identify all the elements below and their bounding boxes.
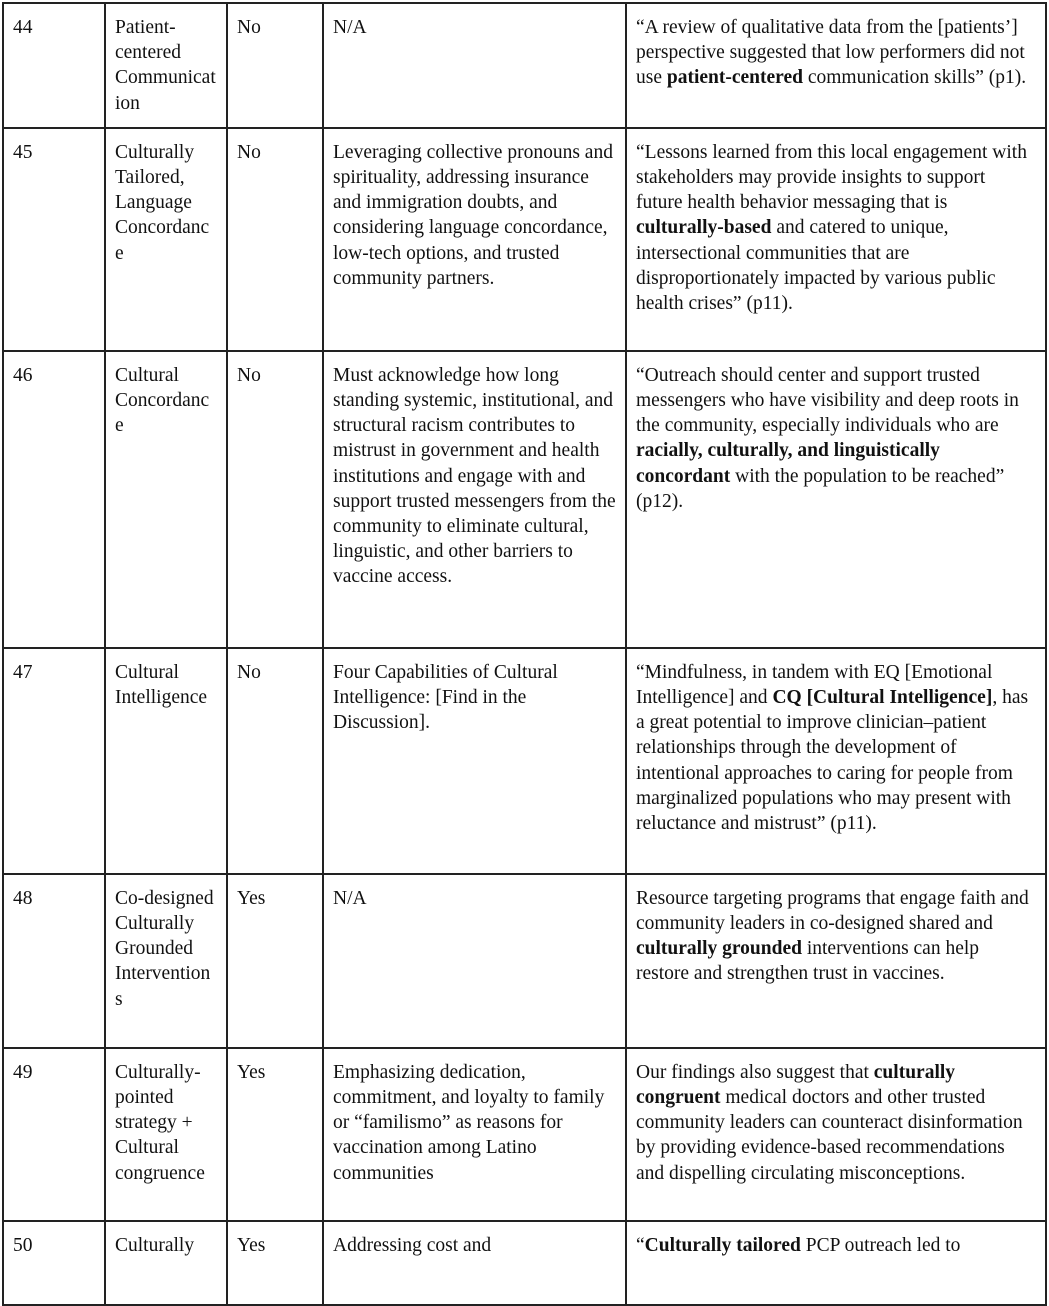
term-cell: Culturally-pointed strategy + Cultural congruence [105,1048,227,1221]
quote-text: Our findings also suggest that [636,1061,874,1083]
row-number: 47 [3,648,105,874]
table-row [3,1221,1046,1305]
description-cell: Addressing cost and [323,1221,626,1305]
yes-no-cell: No [227,351,323,648]
table-row [3,1048,1046,1221]
quote-text: medical doctors and other trusted community leaders can counteract disinformation by providing evidence-based recommendations and dispelling circulating misconceptions. [636,1087,1023,1184]
quote-text: with the population to be reached” (p12). [636,465,1005,512]
yes-no-cell: Yes [227,874,323,1048]
quote-text: “Mindfulness, in tandem with EQ [Emotional Intelligence] and [636,661,993,709]
yes-no-cell: Yes [227,1048,323,1221]
table-row [3,3,1046,128]
term-cell: Co-designed Culturally Grounded Interventions [105,874,227,1048]
row-number: 44 [3,3,105,128]
quote-highlight: Culturally tailored [644,1234,801,1256]
quote-highlight: CQ [Cultural Intelligence] [772,687,993,709]
quote-text: PCP outreach led to [800,1234,961,1256]
quote-highlight: culturally grounded [636,938,802,960]
table-row [3,874,1046,1048]
row-number: 50 [3,1221,105,1305]
quote-cell [626,1048,1046,1221]
quote-text: communication skills” (p1). [802,67,1027,89]
yes-no-cell: Yes [227,1221,323,1305]
table-row [3,648,1046,874]
quote-cell [626,648,1046,874]
strategy-table [2,2,1047,1306]
row-number: 49 [3,1048,105,1221]
term-cell: Cultural Concordance [105,351,227,648]
table-row [3,128,1046,351]
description-cell: Leveraging collective pronouns and spirituality, addressing insurance and immigration doubts, and considering language concordance, low-tech options, and trusted community partners. [323,128,626,351]
yes-no-cell: No [227,648,323,874]
description-cell: N/A [323,3,626,128]
quote-highlight: culturally congruent [636,1061,956,1109]
quote-text: , has a great potential to improve clinician–patient relationships through the development of intentional approaches to caring for people from marginalized populations who may present with reluctance and mistrust” (p11). [636,687,1029,835]
term-cell: Culturally [105,1221,227,1305]
quote-cell [626,128,1046,351]
quote-text: interventions can help restore and strengthen trust in vaccines. [636,938,980,985]
description-cell: N/A [323,874,626,1048]
term-cell: Cultural Intelligence [105,648,227,874]
quote-text: Resource targeting programs that engage faith and community leaders in co-designed shared and [636,887,1029,935]
quote-cell [626,3,1046,128]
row-number: 45 [3,128,105,351]
term-cell: Culturally Tailored, Language Concordance [105,128,227,351]
quote-highlight: patient-centered [666,67,803,89]
quote-cell [626,874,1046,1048]
quote-text: “Lessons learned from this local engagement with stakeholders may provide insights to support future health behavior messaging that is [636,141,1027,214]
quote-cell [626,1221,1046,1305]
quote-text: “ [636,1234,645,1256]
quote-text: “Outreach should center and support trusted messengers who have visibility and deep roots in the community, especially individuals who are [636,364,1019,437]
yes-no-cell: No [227,128,323,351]
quote-cell [626,351,1046,648]
quote-highlight: culturally-based [636,217,772,239]
row-number: 46 [3,351,105,648]
description-cell: Must acknowledge how long standing systemic, institutional, and structural racism contributes to mistrust in government and health institutions and engage with and support trusted messengers from the community to eliminate cultural, linguistic, and other barriers to vaccine access. [323,351,626,648]
quote-text: and catered to unique, intersectional communities that are disproportionately impacted by various public health crises” (p11). [636,217,996,315]
row-number: 48 [3,874,105,1048]
table-row [3,351,1046,648]
yes-no-cell: No [227,3,323,128]
description-cell: Four Capabilities of Cultural Intelligence: [Find in the Discussion]. [323,648,626,874]
quote-text: “A review of qualitative data from the [patients’] perspective suggested that low performers did not use [636,17,1025,89]
description-cell: Emphasizing dedication, commitment, and loyalty to family or “familismo” as reasons for vaccination among Latino communities [323,1048,626,1221]
term-cell: Patient-centered Communication [105,3,227,128]
quote-highlight: racially, culturally, and linguistically concordant [636,440,940,487]
